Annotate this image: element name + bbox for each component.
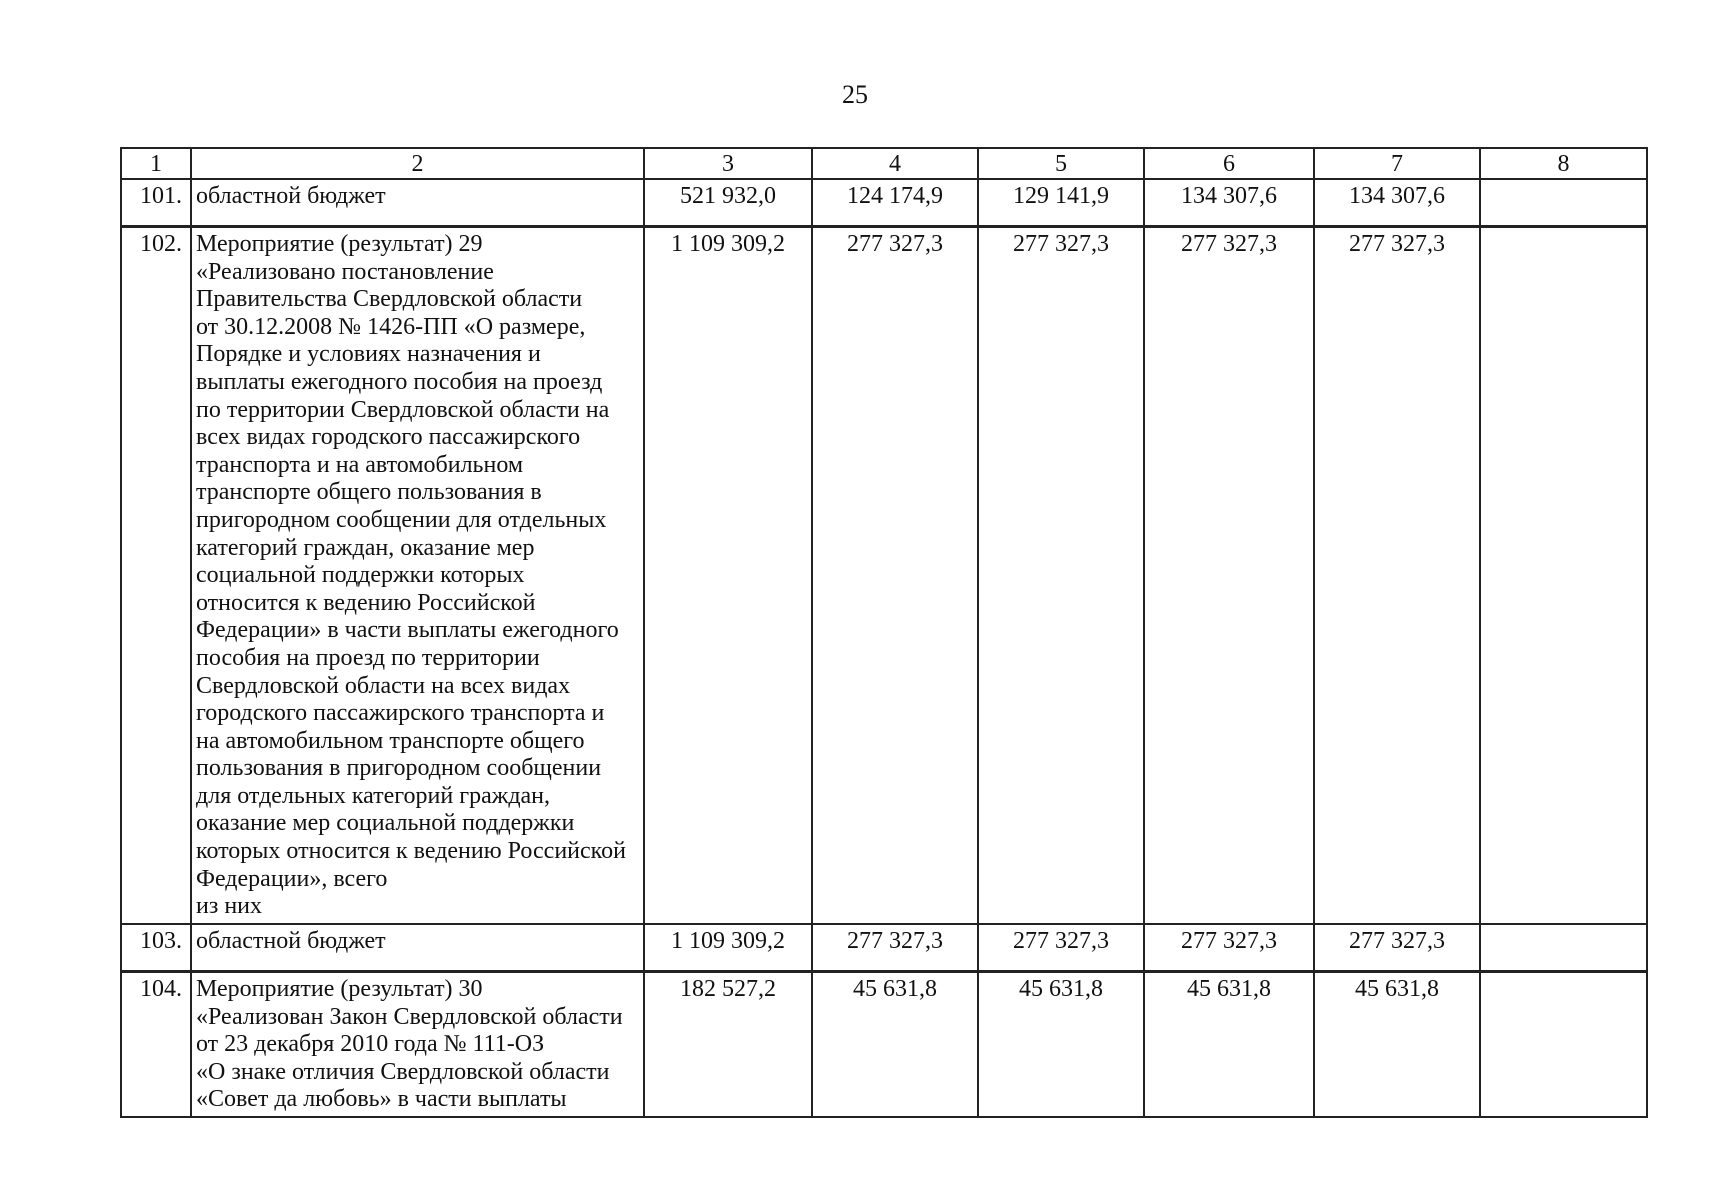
- description-line: относится к ведению Российской: [196, 589, 536, 616]
- description-line: всех видах городского пассажирского: [196, 424, 581, 451]
- budget-table: [120, 147, 1648, 1118]
- row-description: [191, 227, 644, 925]
- description-line: пособия на проезд по территории: [196, 644, 540, 671]
- description-line: оказание мер социальной поддержки: [196, 810, 575, 837]
- description-line: выплаты ежегодного пособия на проезд: [196, 368, 603, 395]
- value-cell: [1480, 972, 1647, 1117]
- table-row: [121, 179, 1647, 227]
- description-line: транспорте общего пользования в: [196, 479, 542, 506]
- description-line: от 23 декабря 2010 года № 111-ОЗ: [196, 1031, 545, 1058]
- row-number: 104.: [121, 972, 191, 1117]
- column-number: 2: [191, 148, 644, 179]
- description-line: пользования в пригородном сообщении: [196, 755, 602, 782]
- description-line: Порядке и условиях назначения и: [196, 341, 541, 368]
- row-description: [191, 972, 644, 1117]
- value-cell: 277 327,3: [1314, 924, 1480, 972]
- table-row: [121, 972, 1647, 1117]
- column-number: 4: [812, 148, 978, 179]
- value-cell: [1480, 924, 1647, 972]
- description-line: «О знаке отличия Свердловской области: [196, 1058, 610, 1085]
- description-line: городского пассажирского транспорта и: [196, 700, 605, 727]
- value-cell: 45 631,8: [1144, 972, 1314, 1117]
- column-number: 3: [644, 148, 812, 179]
- row-number: 101.: [121, 179, 191, 227]
- value-cell: 277 327,3: [1144, 924, 1314, 972]
- value-cell: 277 327,3: [1314, 227, 1480, 925]
- description-line: «Реализовано постановление: [196, 258, 494, 285]
- page-number: 25: [842, 80, 868, 109]
- description-line: Свердловской области на всех видах: [196, 672, 571, 699]
- value-cell: 134 307,6: [1144, 179, 1314, 227]
- column-number: 5: [978, 148, 1144, 179]
- row-number: 103.: [121, 924, 191, 972]
- value-cell: 45 631,8: [812, 972, 978, 1117]
- value-cell: 129 141,9: [978, 179, 1144, 227]
- value-cell: 1 109 309,2: [644, 924, 812, 972]
- value-cell: 45 631,8: [978, 972, 1144, 1117]
- description-line: Федерации», всего: [196, 865, 388, 892]
- row-description: [191, 179, 644, 227]
- description-line: от 30.12.2008 № 1426-ПП «О размере,: [196, 313, 586, 340]
- value-cell: 277 327,3: [812, 227, 978, 925]
- value-cell: 182 527,2: [644, 972, 812, 1117]
- description-line: транспорта и на автомобильном: [196, 451, 524, 478]
- description-line: категорий граждан, оказание мер: [196, 534, 535, 561]
- value-cell: 277 327,3: [1144, 227, 1314, 925]
- description-line: пригородном сообщении для отдельных: [196, 506, 607, 533]
- column-number-row: [121, 148, 1647, 179]
- value-cell: 277 327,3: [812, 924, 978, 972]
- column-number: 1: [121, 148, 191, 179]
- table-row: [121, 227, 1647, 925]
- description-line: которых относится к ведению Российской: [196, 838, 626, 865]
- value-cell: 277 327,3: [978, 924, 1144, 972]
- value-cell: 1 109 309,2: [644, 227, 812, 925]
- column-number: 8: [1480, 148, 1647, 179]
- value-cell: 45 631,8: [1314, 972, 1480, 1117]
- value-cell: 124 174,9: [812, 179, 978, 227]
- value-cell: [1480, 179, 1647, 227]
- value-cell: 521 932,0: [644, 179, 812, 227]
- description-line: на автомобильном транспорте общего: [196, 727, 585, 754]
- description-line: Мероприятие (результат) 29: [196, 231, 483, 257]
- value-cell: 134 307,6: [1314, 179, 1480, 227]
- column-number: 6: [1144, 148, 1314, 179]
- value-cell: 277 327,3: [978, 227, 1144, 925]
- description-line: Федерации» в части выплаты ежегодного: [196, 617, 619, 644]
- description-line: социальной поддержки которых: [196, 562, 525, 589]
- column-number: 7: [1314, 148, 1480, 179]
- description-line: из них: [196, 893, 263, 920]
- value-cell: [1480, 227, 1647, 925]
- description-line: Мероприятие (результат) 30: [196, 976, 483, 1002]
- description-line: Правительства Свердловской области: [196, 286, 583, 313]
- description-line: для отдельных категорий граждан,: [196, 782, 551, 809]
- table-row: [121, 924, 1647, 972]
- row-number: 102.: [121, 227, 191, 925]
- description-line: по территории Свердловской области на: [196, 396, 610, 423]
- description-line: областной бюджет: [196, 928, 386, 954]
- description-line: «Совет да любовь» в части выплаты: [196, 1086, 567, 1113]
- description-line: областной бюджет: [196, 183, 386, 209]
- row-description: [191, 924, 644, 972]
- description-line: «Реализован Закон Свердловской области: [196, 1003, 623, 1030]
